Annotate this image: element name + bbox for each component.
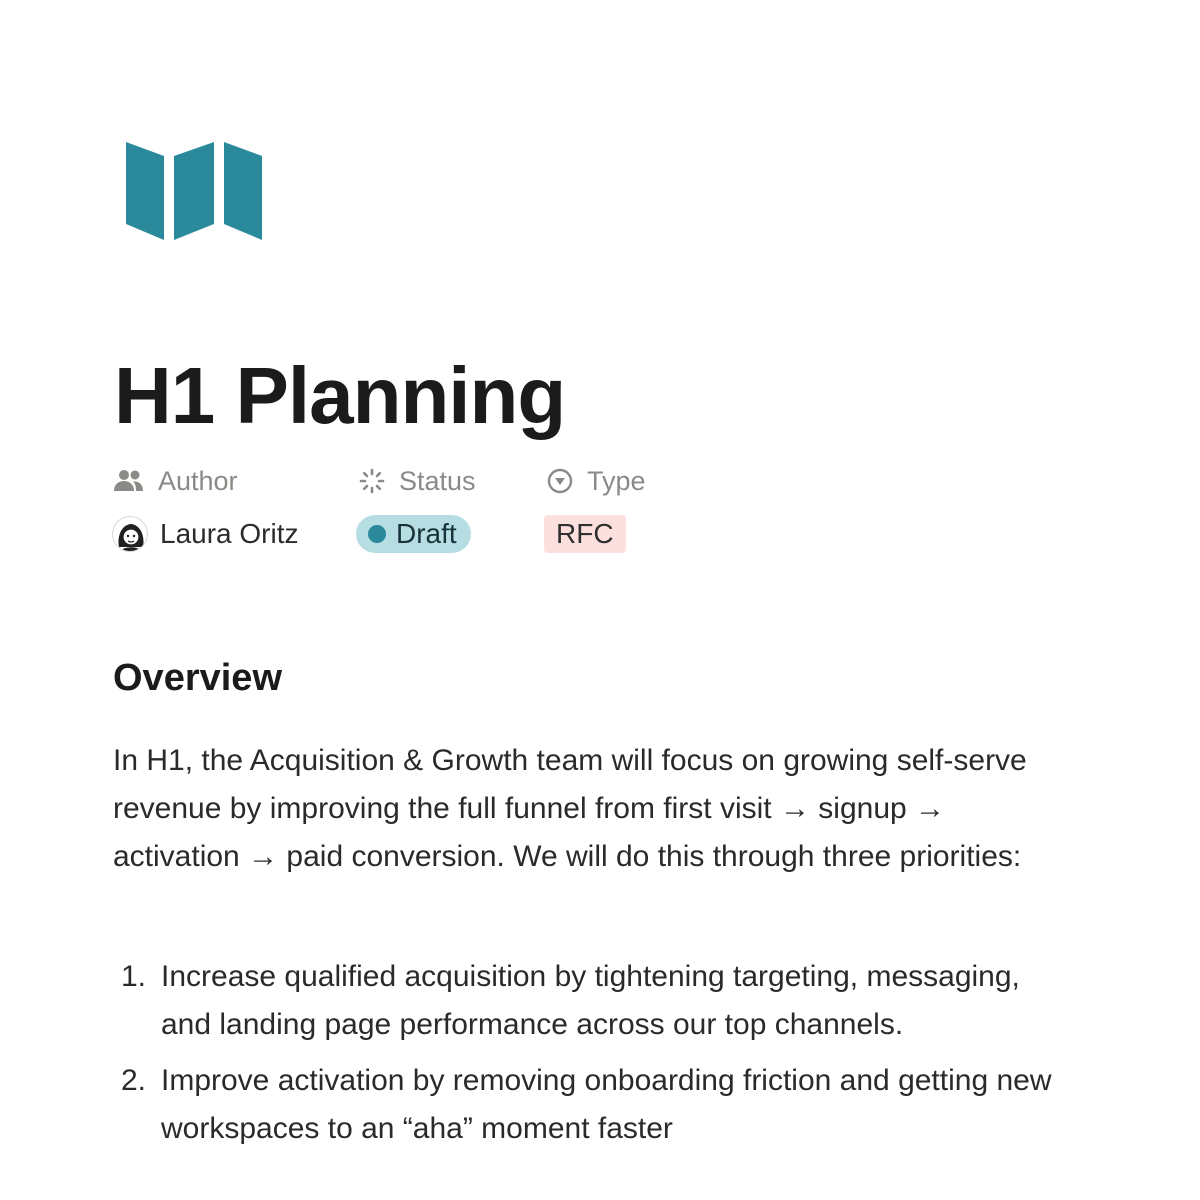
- list-item-number: 1.: [121, 960, 147, 993]
- list-item[interactable]: [113, 1057, 1073, 1153]
- status-dot: [368, 525, 386, 543]
- priorities-list: [113, 953, 1073, 1161]
- status-value[interactable]: [356, 514, 471, 554]
- property-type-header[interactable]: [547, 466, 646, 496]
- loading-spinner-icon: [359, 468, 385, 494]
- overview-heading[interactable]: Overview: [113, 657, 282, 699]
- property-author-label: Author: [158, 465, 238, 496]
- status-text: Draft: [396, 518, 457, 549]
- avatar: [112, 516, 148, 552]
- page-title[interactable]: H1 Planning: [114, 351, 566, 440]
- map-icon[interactable]: [124, 140, 264, 240]
- list-item-text: Improve activation by removing onboarding friction and getting new workspaces to an “aha” moment faster: [161, 1064, 1052, 1145]
- type-value[interactable]: [544, 514, 626, 554]
- status-badge[interactable]: [356, 515, 471, 553]
- property-author-header[interactable]: [114, 466, 238, 496]
- list-item-number: 2.: [121, 1064, 147, 1097]
- people-icon: [114, 469, 144, 493]
- list-item-text: Increase qualified acquisition by tightening targeting, messaging, and landing page performance across our top channels.: [161, 960, 1020, 1041]
- overview-paragraph[interactable]: In H1, the Acquisition & Growth team will focus on growing self-serve revenue by improving the full funnel from first visit → signup → activation → paid conversion. We will do this through three priorities:: [113, 744, 1027, 873]
- property-type-label: Type: [587, 465, 646, 496]
- author-value[interactable]: [112, 514, 299, 554]
- type-tag[interactable]: RFC: [544, 515, 626, 553]
- author-name: Laura Oritz: [160, 518, 299, 549]
- list-item[interactable]: [113, 953, 1073, 1049]
- property-status-header[interactable]: [359, 466, 476, 496]
- property-status-label: Status: [399, 465, 476, 496]
- select-circle-icon: [547, 468, 573, 494]
